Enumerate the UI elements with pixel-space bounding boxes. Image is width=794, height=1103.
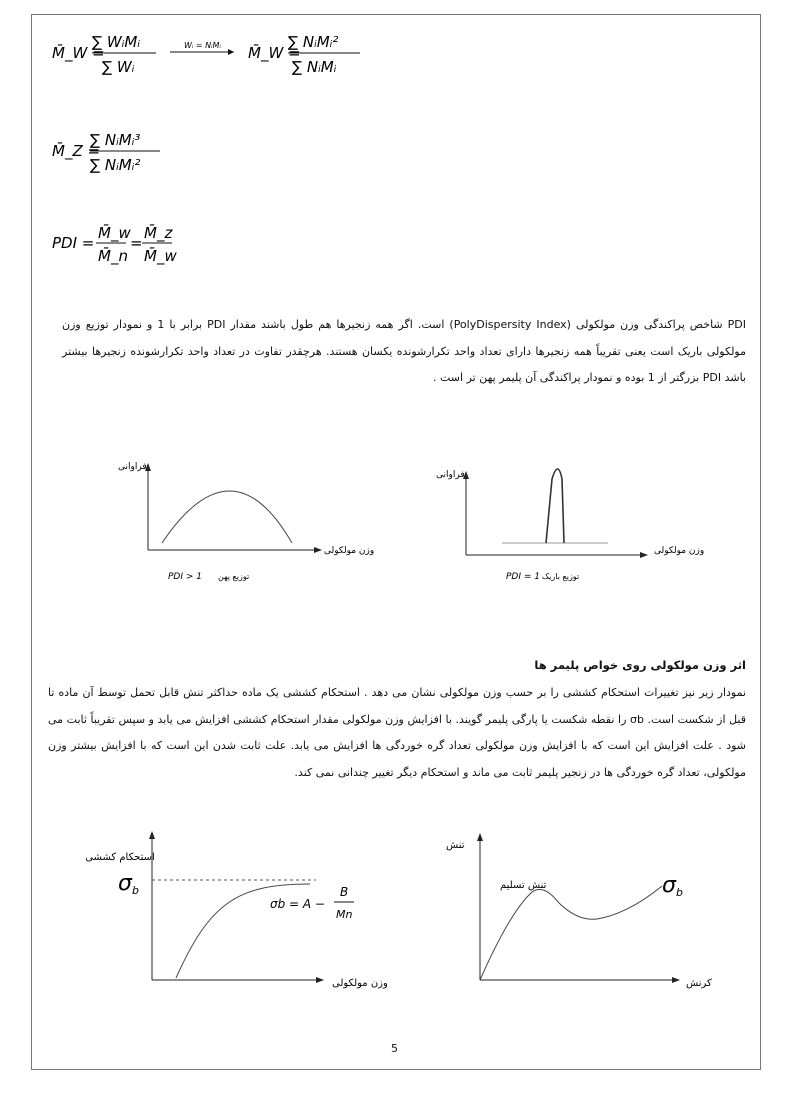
caption-pdi: PDI = 1	[506, 572, 541, 582]
sigma-subscript: b	[132, 884, 139, 897]
arrow-up-icon	[477, 833, 483, 841]
x-axis-label: کرنش	[686, 978, 712, 989]
mz-label: M̄_Z =	[52, 142, 101, 160]
arrow-right-icon	[316, 977, 324, 983]
equation-pdi	[48, 216, 208, 276]
section-heading: اثر وزن مولکولی روی خواص پلیمر ها	[534, 658, 746, 672]
mz-denominator: ∑ NᵢMᵢ²	[90, 156, 141, 174]
y-axis-label: تنش	[446, 840, 465, 851]
yield-label: تنش تسلیم	[500, 880, 547, 891]
mw-denominator-2: ∑ NᵢMᵢ	[292, 58, 337, 76]
equation-mw	[48, 24, 378, 84]
formula-lhs: σb = A −	[270, 897, 325, 911]
mw-label: M̄_W =	[52, 44, 105, 62]
mw-arrow-condition: Wᵢ = NᵢMᵢ	[184, 41, 221, 50]
equation-mz	[48, 122, 208, 182]
pdi-label: PDI =	[52, 234, 95, 252]
tensile-strength-chart	[60, 822, 400, 1002]
arrow-right-icon	[314, 547, 322, 553]
caption-text: توزیع پهن	[218, 572, 250, 581]
caption-pdi: PDI > 1	[168, 572, 203, 582]
sigma-symbol: σ	[118, 871, 132, 896]
mw-numerator-1: ∑ WᵢMᵢ	[92, 33, 141, 51]
y-axis-label: فراوانی	[436, 470, 465, 480]
molecular-weight-paragraph: نمودار زیر نیز تغییرات استحکام کششی را بر حسب وزن مولکولی نشان می دهد . استحکام کششی یک ماده حداکثر تنش قابل تحمل توسط آن ماده تا قبل از شکست است. σb را نقطه شکست یا پارگی پلیمر گویند. با افزایش وزن مولکولی مقدار استحکام کششی افزایش می یابد و سپس تقریباً ثابت می شود . علت افزایش این است که با افزایش وزن مولکولی تعداد گره خوردگی ها افزایش می یابد. علت ثابت شدن این است که با افزایش بیشتر وزن مولکولی، تعداد گره خوردگی ها در زنجیر پلیمر ثابت می ماند و استحکام دیگر تغییر چندانی نمی کند.	[48, 686, 746, 779]
mw-label-2: M̄_W =	[248, 44, 301, 62]
caption-text: توزیع باریک	[542, 572, 580, 581]
stress-strain-curve	[480, 886, 662, 980]
sigma-symbol: σ	[662, 873, 676, 898]
narrow-distribution-chart	[428, 455, 728, 590]
pdi-equals: =	[130, 234, 143, 252]
x-axis-label: وزن مولکولی	[324, 546, 375, 556]
mz-numerator: ∑ NᵢMᵢ³	[90, 131, 141, 149]
arrow-right-icon	[672, 977, 680, 983]
x-axis-label: وزن مولکولی	[654, 546, 705, 556]
x-axis-label: وزن مولکولی	[332, 978, 388, 989]
pdi-numerator-1: M̄_w	[98, 224, 131, 242]
broad-curve	[162, 491, 292, 543]
arrow-up-icon	[149, 831, 155, 839]
mw-numerator-2: ∑ NᵢMᵢ²	[288, 33, 339, 51]
formula-denominator: Mn	[336, 908, 353, 921]
y-axis-label: فراوانی	[118, 462, 147, 472]
broad-distribution-chart	[90, 455, 390, 590]
page-number: 5	[391, 1042, 398, 1055]
pdi-denominator-1: M̄_n	[98, 247, 128, 265]
arrow-head-icon	[228, 49, 234, 55]
pdi-denominator-2: M̄_w	[144, 247, 177, 265]
mw-denominator-1: ∑ Wᵢ	[102, 58, 135, 76]
narrow-peak-curve	[546, 469, 564, 543]
pdi-paragraph: PDI شاخص پراکندگی وزن مولکولی (PolyDispersity Index) است. اگر همه زنجیرها هم طول باشند مقدار PDI برابر با 1 و نمودار توزیع وزن مولکولی باریک است یعنی تقریباً همه زنجیرها دارای تعداد واحد تکرارشونده یکسان هستند. هرچقدر تفاوت در تعداد واحد تکرارشونده زنجیرها بیشتر باشد PDI بزرگتر از 1 بوده و نمودار پراکندگی آن پلیمر پهن تر است .	[62, 318, 746, 384]
y-axis-label: استحکام کششی	[85, 852, 155, 863]
sigma-subscript: b	[676, 886, 683, 899]
stress-strain-chart	[440, 822, 740, 1002]
formula-numerator: B	[340, 885, 349, 899]
arrow-right-icon	[640, 552, 648, 558]
pdi-numerator-2: M̄_z	[144, 224, 173, 242]
